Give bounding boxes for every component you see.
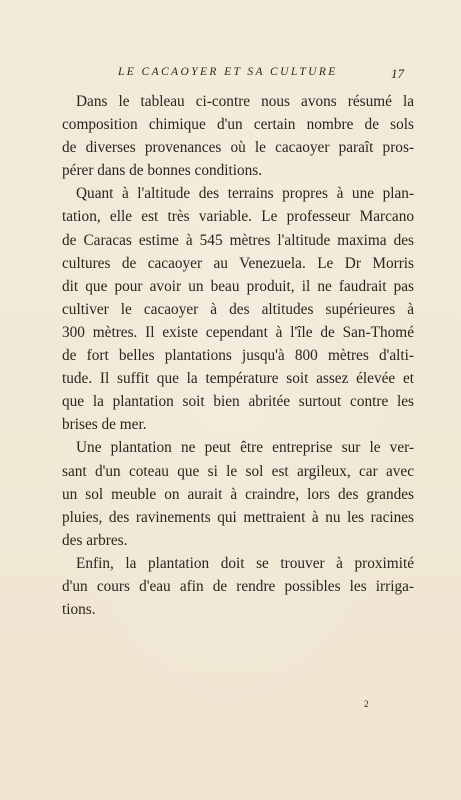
text-line: composition chimique d'un certain nombre de sols [62, 116, 414, 134]
text-line: tions. [62, 601, 96, 619]
text-line: de Caracas estime à 545 mètres l'altitude maxima des [62, 231, 414, 249]
text-line: cultiver le cacaoyer à des altitudes supérieures à [62, 300, 414, 318]
text-line: de diverses provenances où le cacaoyer paraît pros- [62, 139, 414, 157]
text-line: pérer dans de bonnes conditions. [62, 162, 263, 180]
text-line: Une plantation ne peut être entreprise sur le ver- [76, 439, 414, 457]
text-line: que la plantation soit bien abritée surtout contre les [62, 393, 414, 411]
paragraph [62, 90, 414, 182]
text-line: un sol meuble on aurait à craindre, lors des grandes [62, 485, 414, 503]
text-line: pluies, des ravinements qui mettraient à nu les racines [62, 508, 414, 526]
text-line: tation, elle est très variable. Le professeur Marcano [62, 208, 414, 226]
text-line: Dans le tableau ci-contre nous avons résumé la [76, 93, 414, 110]
page-body [62, 90, 414, 621]
text-line: 300 mètres. Il existe cependant à l'île de San-Thomé [62, 323, 414, 341]
page-number: 17 [391, 66, 404, 81]
paragraph [62, 552, 414, 621]
text-line: de fort belles plantations jusqu'à 800 mètres d'alti- [62, 347, 414, 365]
text-line: Quant à l'altitude des terrains propres à une plan- [76, 185, 414, 203]
text-line: tude. Il suffit que la température soit assez élevée et [62, 370, 414, 388]
text-line: cultures de cacaoyer au Venezuela. Le Dr Morris [62, 254, 414, 272]
running-title: LE CACAOYER ET SA CULTURE [118, 66, 338, 78]
text-line: brises de mer. [62, 416, 147, 434]
paragraph [62, 436, 414, 551]
signature-mark: 2 [364, 699, 369, 709]
text-line: sant d'un coteau que si le sol est argileux, car avec [62, 462, 414, 480]
text-line: des arbres. [62, 531, 128, 549]
text-line: d'un cours d'eau afin de rendre possibles les irriga- [62, 577, 414, 595]
paragraph [62, 182, 414, 436]
text-line: Enfin, la plantation doit se trouver à proximité [76, 554, 414, 572]
text-line: dit que pour avoir un beau produit, il ne faudrait pas [62, 277, 414, 295]
